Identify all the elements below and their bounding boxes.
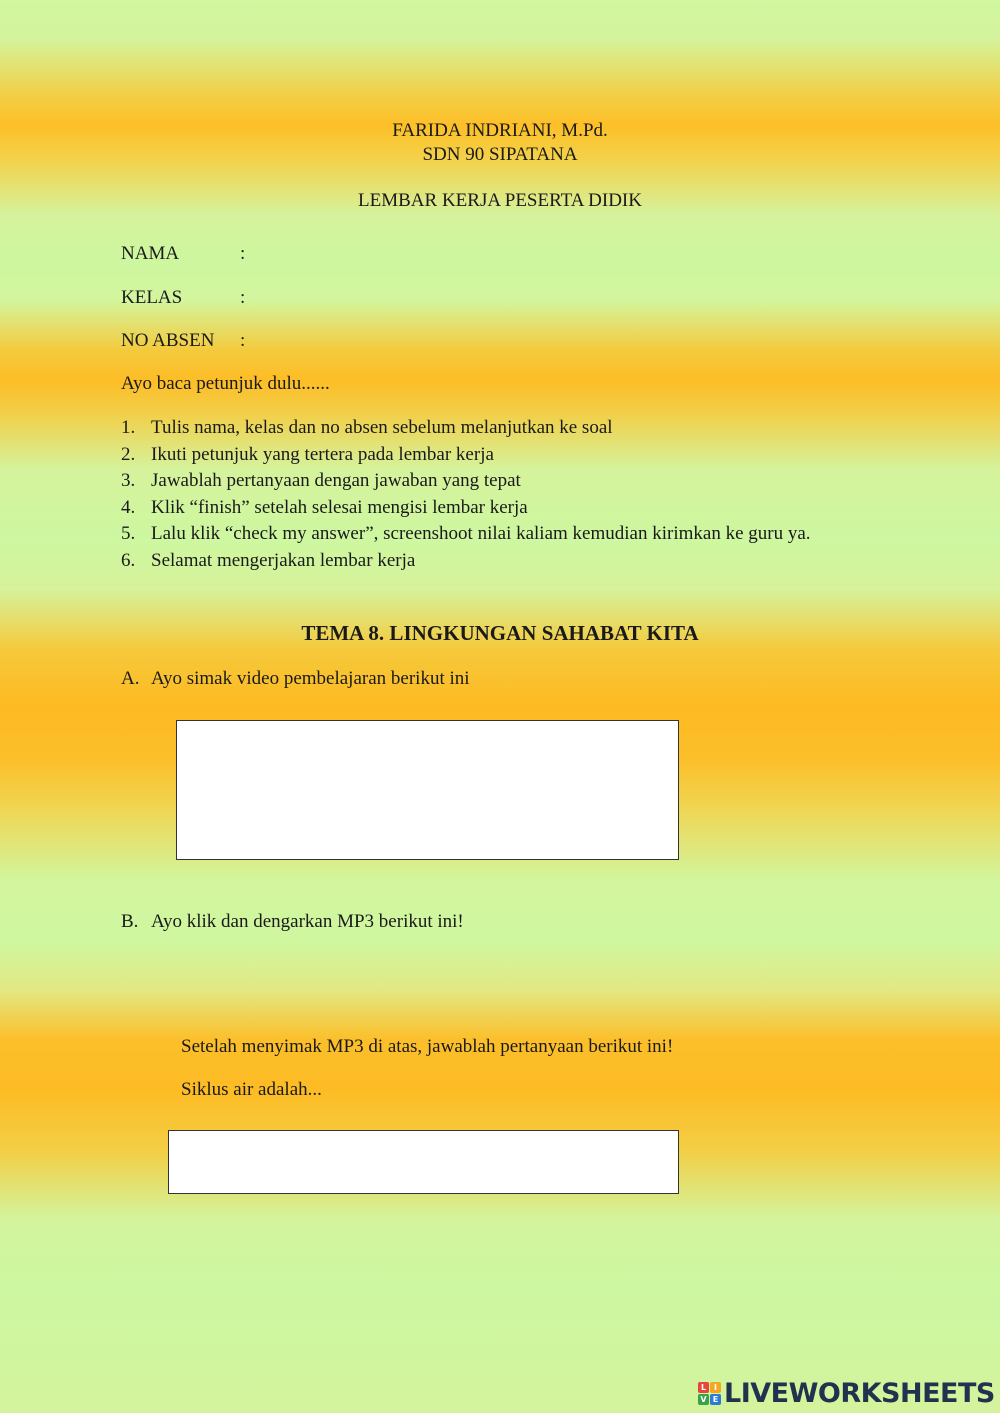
section-b-marker: B.: [121, 911, 139, 932]
class-colon: :: [240, 287, 246, 308]
liveworksheets-brand-text: LIVEWORKSHEETS: [724, 1378, 995, 1409]
instructions-intro: Ayo baca petunjuk dulu......: [121, 373, 330, 394]
question-text: Siklus air adalah...: [181, 1079, 322, 1100]
liveworksheets-badge-icon: [698, 1382, 721, 1405]
instruction-item: [121, 417, 811, 444]
instruction-text: Selamat mengerjakan lembar kerja: [151, 549, 416, 571]
attendance-number-colon: :: [240, 330, 246, 351]
liveworksheets-logo: [698, 1378, 995, 1409]
instruction-item: [121, 470, 811, 497]
instruction-number: 3.: [121, 470, 136, 492]
instruction-number: 6.: [121, 549, 136, 571]
section-a-marker: A.: [121, 668, 140, 689]
school-name: SDN 90 SIPATANA: [422, 144, 578, 165]
instruction-text: Jawablah pertanyaan dengan jawaban yang tepat: [151, 470, 521, 492]
badge-letter: L: [698, 1382, 709, 1393]
attendance-number-label: NO ABSEN: [121, 330, 215, 351]
instruction-item: [121, 497, 811, 524]
instruction-text: Klik “finish” setelah selesai mengisi lembar kerja: [151, 496, 528, 518]
worksheet-title: LEMBAR KERJA PESERTA DIDIK: [358, 190, 642, 211]
instruction-list: [121, 417, 811, 577]
section-a-instruction: Ayo simak video pembelajaran berikut ini: [151, 668, 470, 689]
answer-input[interactable]: [168, 1130, 679, 1194]
theme-heading: TEMA 8. LINGKUNGAN SAHABAT KITA: [301, 621, 699, 645]
instruction-number: 2.: [121, 443, 136, 465]
author-name: FARIDA INDRIANI, M.Pd.: [392, 120, 608, 141]
name-colon: :: [240, 243, 246, 264]
instruction-number: 1.: [121, 417, 136, 438]
instruction-number: 5.: [121, 523, 136, 545]
instruction-text: Lalu klik “check my answer”, screenshoot nilai kaliam kemudian kirimkan ke guru ya.: [151, 523, 811, 545]
class-label: KELAS: [121, 287, 183, 308]
instruction-text: Tulis nama, kelas dan no absen sebelum melanjutkan ke soal: [151, 417, 613, 438]
instruction-text: Ikuti petunjuk yang tertera pada lembar kerja: [151, 443, 494, 465]
instruction-item: [121, 523, 811, 550]
badge-letter: V: [698, 1394, 709, 1405]
instruction-item: [121, 550, 811, 577]
name-label: NAMA: [121, 243, 180, 264]
badge-letter: I: [710, 1382, 721, 1393]
badge-letter: E: [710, 1394, 721, 1405]
question-intro: Setelah menyimak MP3 di atas, jawablah pertanyaan berikut ini!: [181, 1036, 674, 1057]
instruction-item: [121, 444, 811, 471]
section-b-instruction: Ayo klik dan dengarkan MP3 berikut ini!: [151, 911, 464, 932]
instruction-number: 4.: [121, 496, 136, 518]
video-player[interactable]: [176, 720, 679, 860]
